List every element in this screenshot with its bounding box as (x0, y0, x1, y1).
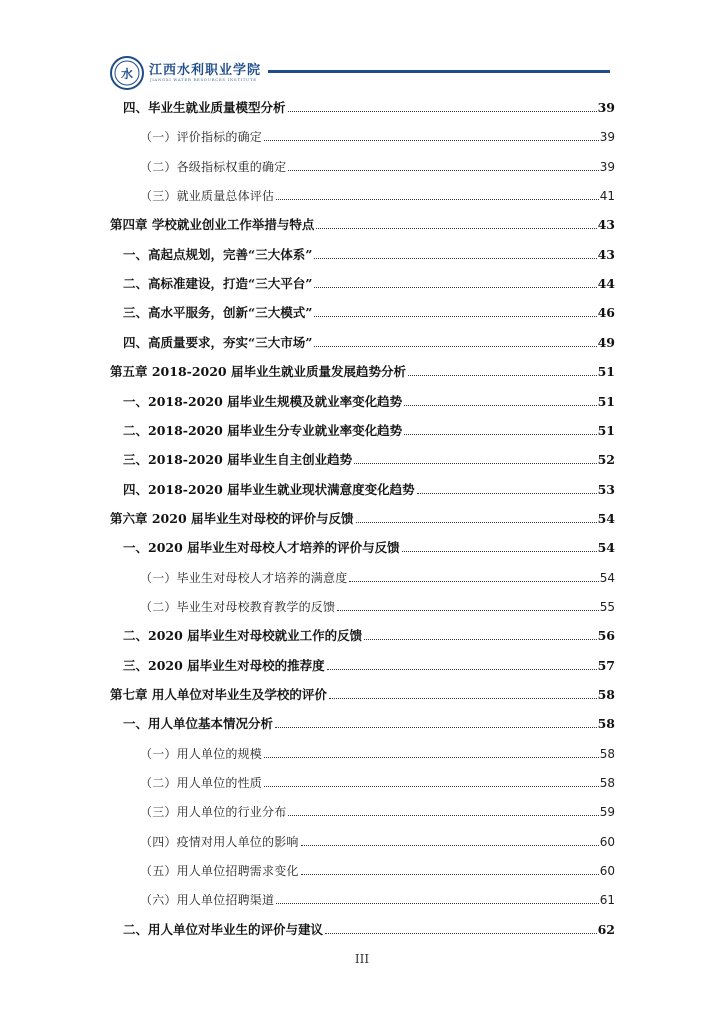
toc-leader-dots (276, 903, 599, 904)
toc-entry-title: （三）就业质量总体评估 (140, 189, 275, 204)
toc-entry-title: 第六章 2020 届毕业生对母校的评价与反馈 (110, 510, 354, 526)
toc-leader-dots (329, 698, 597, 699)
toc-entry[interactable] (110, 88, 615, 116)
toc-entry-page: 56 (597, 628, 615, 644)
toc-entry[interactable] (110, 851, 615, 879)
toc-entry-page: 57 (597, 657, 615, 673)
toc-entry-page: 60 (599, 834, 615, 849)
toc-entry[interactable] (110, 558, 615, 586)
toc-leader-dots (354, 463, 596, 464)
toc-entry[interactable] (110, 470, 615, 498)
toc-entry-page: 44 (597, 276, 615, 292)
toc-entry-page: 53 (597, 481, 615, 497)
toc-entry-page: 41 (599, 189, 615, 204)
toc-leader-dots (314, 258, 596, 259)
toc-entry[interactable] (110, 910, 615, 938)
toc-leader-dots (356, 522, 597, 523)
toc-entry[interactable] (110, 528, 615, 556)
toc-leader-dots (264, 757, 599, 758)
toc-entry-page: 39 (599, 159, 615, 174)
toc-entry[interactable] (110, 293, 615, 321)
toc-leader-dots (301, 874, 599, 875)
toc-entry[interactable] (110, 880, 615, 908)
toc-entry-page: 61 (599, 893, 615, 908)
toc-entry-page: 39 (599, 130, 615, 145)
toc-entry-title: （六）用人单位招聘渠道 (140, 893, 275, 908)
toc-entry[interactable] (110, 616, 615, 644)
toc-entry-title: （五）用人单位招聘需求变化 (140, 864, 299, 879)
toc-entry-title: 一、用人单位基本情况分析 (123, 716, 274, 732)
toc-entry-page: 43 (597, 246, 615, 262)
toc-leader-dots (316, 228, 596, 229)
toc-entry-title: 二、2018-2020 届毕业生分专业就业率变化趋势 (123, 422, 403, 438)
toc-leader-dots (402, 551, 597, 552)
toc-entry[interactable] (110, 763, 615, 791)
toc-chapter-entry[interactable] (110, 675, 615, 703)
toc-leader-dots (314, 287, 596, 288)
toc-entry[interactable] (110, 704, 615, 732)
toc-entry-title: （二）用人单位的性质 (140, 776, 263, 791)
toc-leader-dots (325, 933, 597, 934)
toc-entry[interactable] (110, 264, 615, 292)
toc-entry[interactable] (110, 235, 615, 263)
toc-entry-title: （一）毕业生对母校人才培养的满意度 (140, 570, 348, 585)
toc-entry-page: 39 (597, 100, 615, 115)
toc-entry[interactable] (110, 646, 615, 674)
toc-entry-title: （二）毕业生对母校教育教学的反馈 (140, 599, 336, 614)
toc-entry-page: 52 (597, 452, 615, 468)
toc-entry-page: 58 (599, 776, 615, 791)
toc-leader-dots (288, 170, 598, 171)
toc-entry-title: 二、用人单位对毕业生的评价与建议 (123, 921, 324, 937)
toc-entry[interactable] (110, 117, 615, 145)
toc-entry-page: 58 (599, 746, 615, 761)
toc-entry-page: 43 (597, 217, 615, 233)
toc-entry-page: 54 (599, 570, 615, 585)
toc-leader-dots (314, 316, 596, 317)
toc-entry-title: 第七章 用人单位对毕业生及学校的评价 (110, 687, 327, 702)
toc-entry-page: 62 (597, 921, 615, 937)
toc-leader-dots (404, 434, 596, 435)
toc-entry[interactable] (110, 147, 615, 175)
toc-entry-page: 51 (597, 393, 615, 409)
page-number: III (354, 952, 370, 966)
toc-entry-title: 三、2020 届毕业生对母校的推荐度 (123, 657, 325, 673)
toc-entry-page: 51 (597, 422, 615, 438)
toc-leader-dots (264, 786, 599, 787)
toc-entry-page: 54 (597, 540, 615, 556)
toc-chapter-entry[interactable] (110, 499, 615, 527)
toc-entry-title: 四、高质量要求，夯实“三大市场” (123, 334, 313, 350)
toc-entry-title: （一）用人单位的规模 (140, 746, 263, 761)
toc-entry-page: 58 (597, 716, 615, 732)
toc-entry-page: 58 (597, 687, 615, 702)
toc-entry-title: （四）疫情对用人单位的影响 (140, 834, 299, 849)
toc-leader-dots (276, 199, 599, 200)
toc-entry[interactable] (110, 734, 615, 762)
page-header (110, 56, 610, 90)
toc-entry-page: 49 (597, 334, 615, 350)
toc-leader-dots (327, 669, 597, 670)
toc-chapter-entry[interactable] (110, 205, 615, 233)
school-seal-icon (110, 56, 144, 90)
toc-leader-dots (288, 815, 598, 816)
toc-entry[interactable] (110, 382, 615, 410)
toc-entry[interactable] (110, 323, 615, 351)
toc-leader-dots (408, 375, 597, 376)
toc-entry-page: 60 (599, 864, 615, 879)
toc-entry-title: 一、高起点规划，完善“三大体系” (123, 246, 313, 262)
header-divider (268, 70, 610, 73)
toc-entry[interactable] (110, 411, 615, 439)
toc-entry[interactable] (110, 792, 615, 820)
toc-entry[interactable] (110, 176, 615, 204)
svg-text:水: 水 (120, 67, 134, 81)
toc-leader-dots (417, 493, 597, 494)
toc-entry-title: 第四章 学校就业创业工作举措与特点 (110, 217, 315, 233)
toc-leader-dots (301, 845, 599, 846)
toc-entry-page: 55 (599, 599, 615, 614)
toc-entry[interactable] (110, 587, 615, 615)
toc-entry-title: 三、2018-2020 届毕业生自主创业趋势 (123, 452, 353, 468)
school-name-en: JIANGXI WATER RESOURCES INSTITUTE (150, 77, 257, 82)
toc-entry-page: 54 (597, 510, 615, 526)
toc-leader-dots (264, 140, 599, 141)
toc-leader-dots (337, 610, 599, 611)
toc-entry[interactable] (110, 822, 615, 850)
toc-entry-title: 一、2020 届毕业生对母校人才培养的评价与反馈 (123, 540, 400, 556)
toc-leader-dots (349, 581, 598, 582)
toc-entry-title: 四、毕业生就业质量模型分析 (123, 100, 286, 115)
toc-entry[interactable] (110, 440, 615, 468)
toc-entry-title: 第五章 2018-2020 届毕业生就业质量发展趋势分析 (110, 364, 406, 380)
toc-entry-page: 51 (597, 364, 615, 380)
toc-leader-dots (364, 639, 596, 640)
toc-entry-title: （三）用人单位的行业分布 (140, 805, 287, 820)
toc-chapter-entry[interactable] (110, 352, 615, 380)
toc-entry-title: （一）评价指标的确定 (140, 130, 263, 145)
toc-entry-title: （二）各级指标权重的确定 (140, 159, 287, 174)
toc-entry-title: 二、2020 届毕业生对母校就业工作的反馈 (123, 628, 363, 644)
toc-entry-title: 二、高标准建设，打造“三大平台” (123, 276, 313, 292)
toc-entry-title: 四、2018-2020 届毕业生就业现状满意度变化趋势 (123, 481, 415, 497)
toc-leader-dots (314, 346, 596, 347)
toc-entry-title: 三、高水平服务，创新“三大模式” (123, 305, 313, 321)
toc-leader-dots (288, 111, 597, 112)
toc-leader-dots (404, 405, 596, 406)
school-name: 江西水利职业学院 (149, 63, 262, 78)
toc-entry-title: 一、2018-2020 届毕业生规模及就业率变化趋势 (123, 393, 403, 409)
toc-entry-page: 59 (599, 805, 615, 820)
toc-entry-page: 46 (597, 305, 615, 321)
toc-leader-dots (275, 727, 597, 728)
